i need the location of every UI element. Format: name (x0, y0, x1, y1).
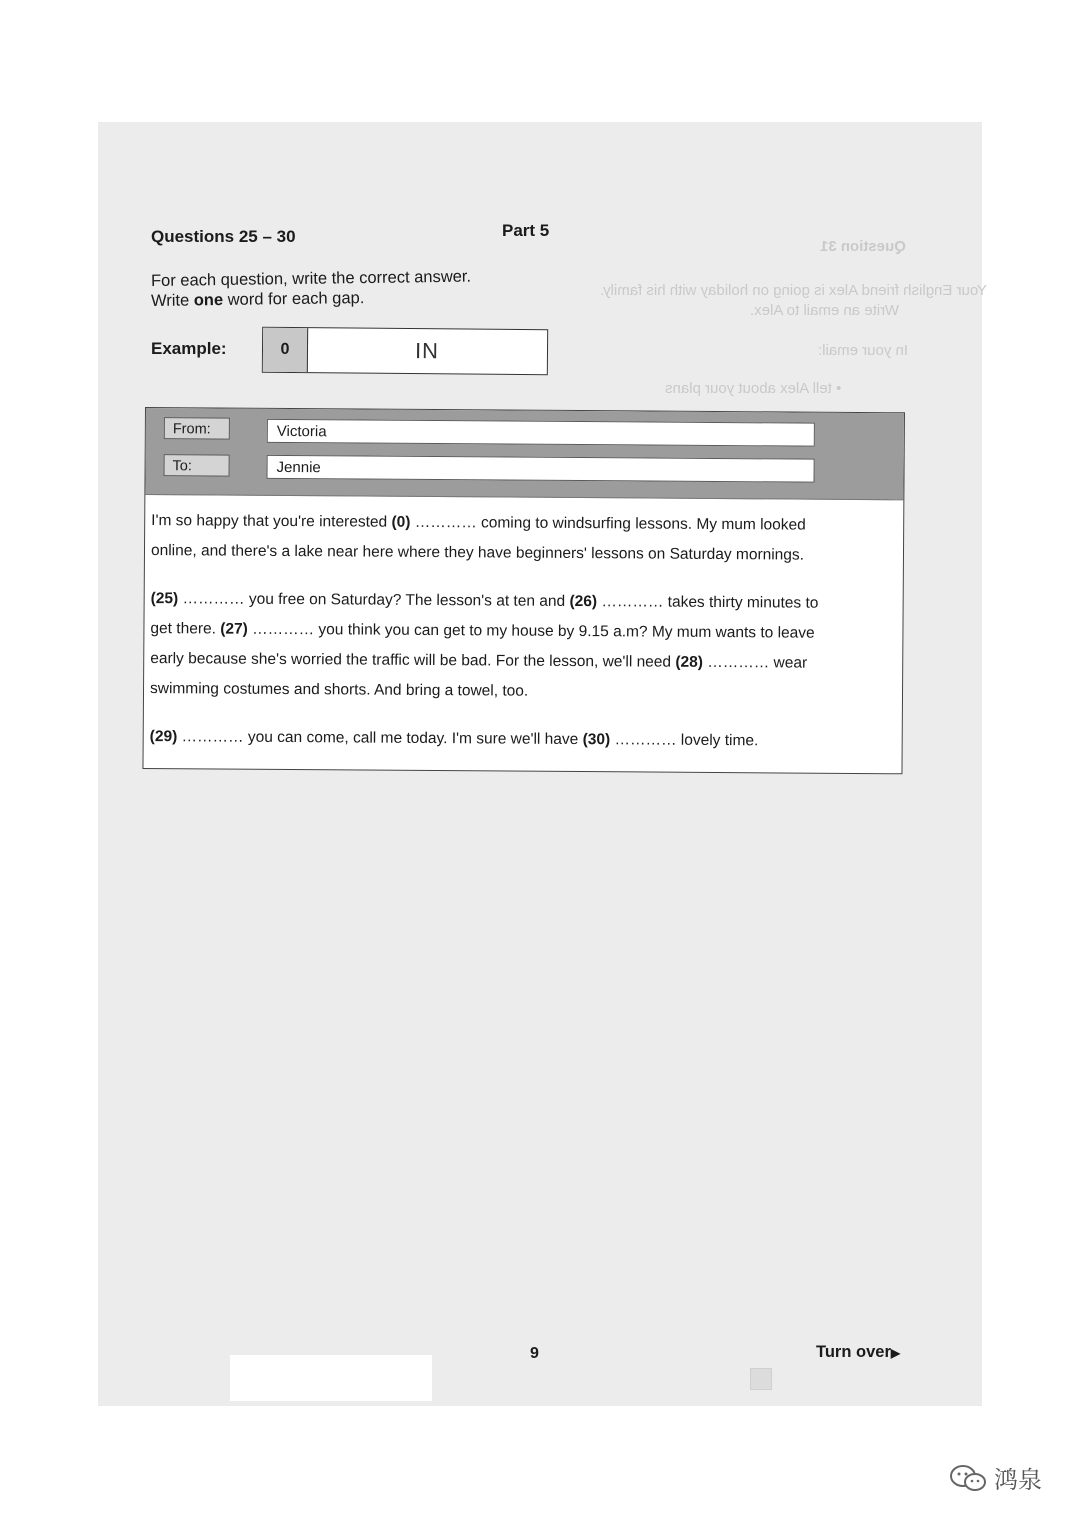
email-line: (25) ………… you free on Saturday? The lesson's at ten and (26) ………… takes thirty minutes to (150, 590, 819, 612)
example-box (262, 327, 548, 375)
to-label: To: (164, 454, 230, 476)
watermark-text: 鸿泉 (994, 1466, 1042, 1494)
example-answer: IN (414, 338, 440, 364)
email-line: early because she's worried the traffic will be bad. For the lesson, we'll need (28) ………… wear (150, 650, 808, 672)
email-line: (29) ………… you can come, call me today. I'm sure we'll have (30) ………… lovely time. (149, 728, 759, 750)
email-line: online, and there's a lake near here where they have beginners' lessons on Saturday mornings. (150, 542, 805, 564)
show-through-title: Question 31 (820, 238, 906, 255)
watermark (948, 1460, 1042, 1495)
to-field: Jennie (267, 455, 815, 483)
email-line: swimming costumes and shorts. And bring a towel, too. (149, 680, 529, 700)
from-field: Victoria (267, 419, 815, 447)
wechat-icon (948, 1463, 988, 1493)
corner-mark (750, 1368, 772, 1390)
example-number: 0 (263, 328, 308, 372)
email-box (142, 407, 905, 774)
email-line: I'm so happy that you're interested (0) ………… coming to windsurfing lessons. My mum looked (151, 512, 806, 534)
redaction-patch (230, 1355, 432, 1401)
show-through-line: Your English friend Alex is going on holiday with his family. (600, 282, 987, 299)
instruction-line: For each question, write the correct answer. (150, 267, 472, 290)
show-through-line: In your email: (818, 342, 909, 359)
instruction-line: Write one word for each gap. (150, 289, 365, 310)
part-title: Part 5 (502, 221, 550, 240)
email-line: get there. (27) ………… you think you can get to my house by 9.15 a.m? My mum wants to leave (150, 620, 815, 642)
play-triangle-icon: ▶ (890, 1346, 901, 1360)
show-through-line: Write an email to Alex. (750, 302, 899, 319)
page-number: 9 (530, 1345, 539, 1362)
from-label: From: (164, 417, 230, 439)
show-through-line: • tell Alex about your plans (665, 380, 842, 397)
example-label: Example: (151, 339, 227, 358)
turn-over-label: Turn over▶ (816, 1343, 901, 1361)
email-header (145, 408, 904, 500)
questions-range: Questions 25 – 30 (151, 227, 296, 246)
